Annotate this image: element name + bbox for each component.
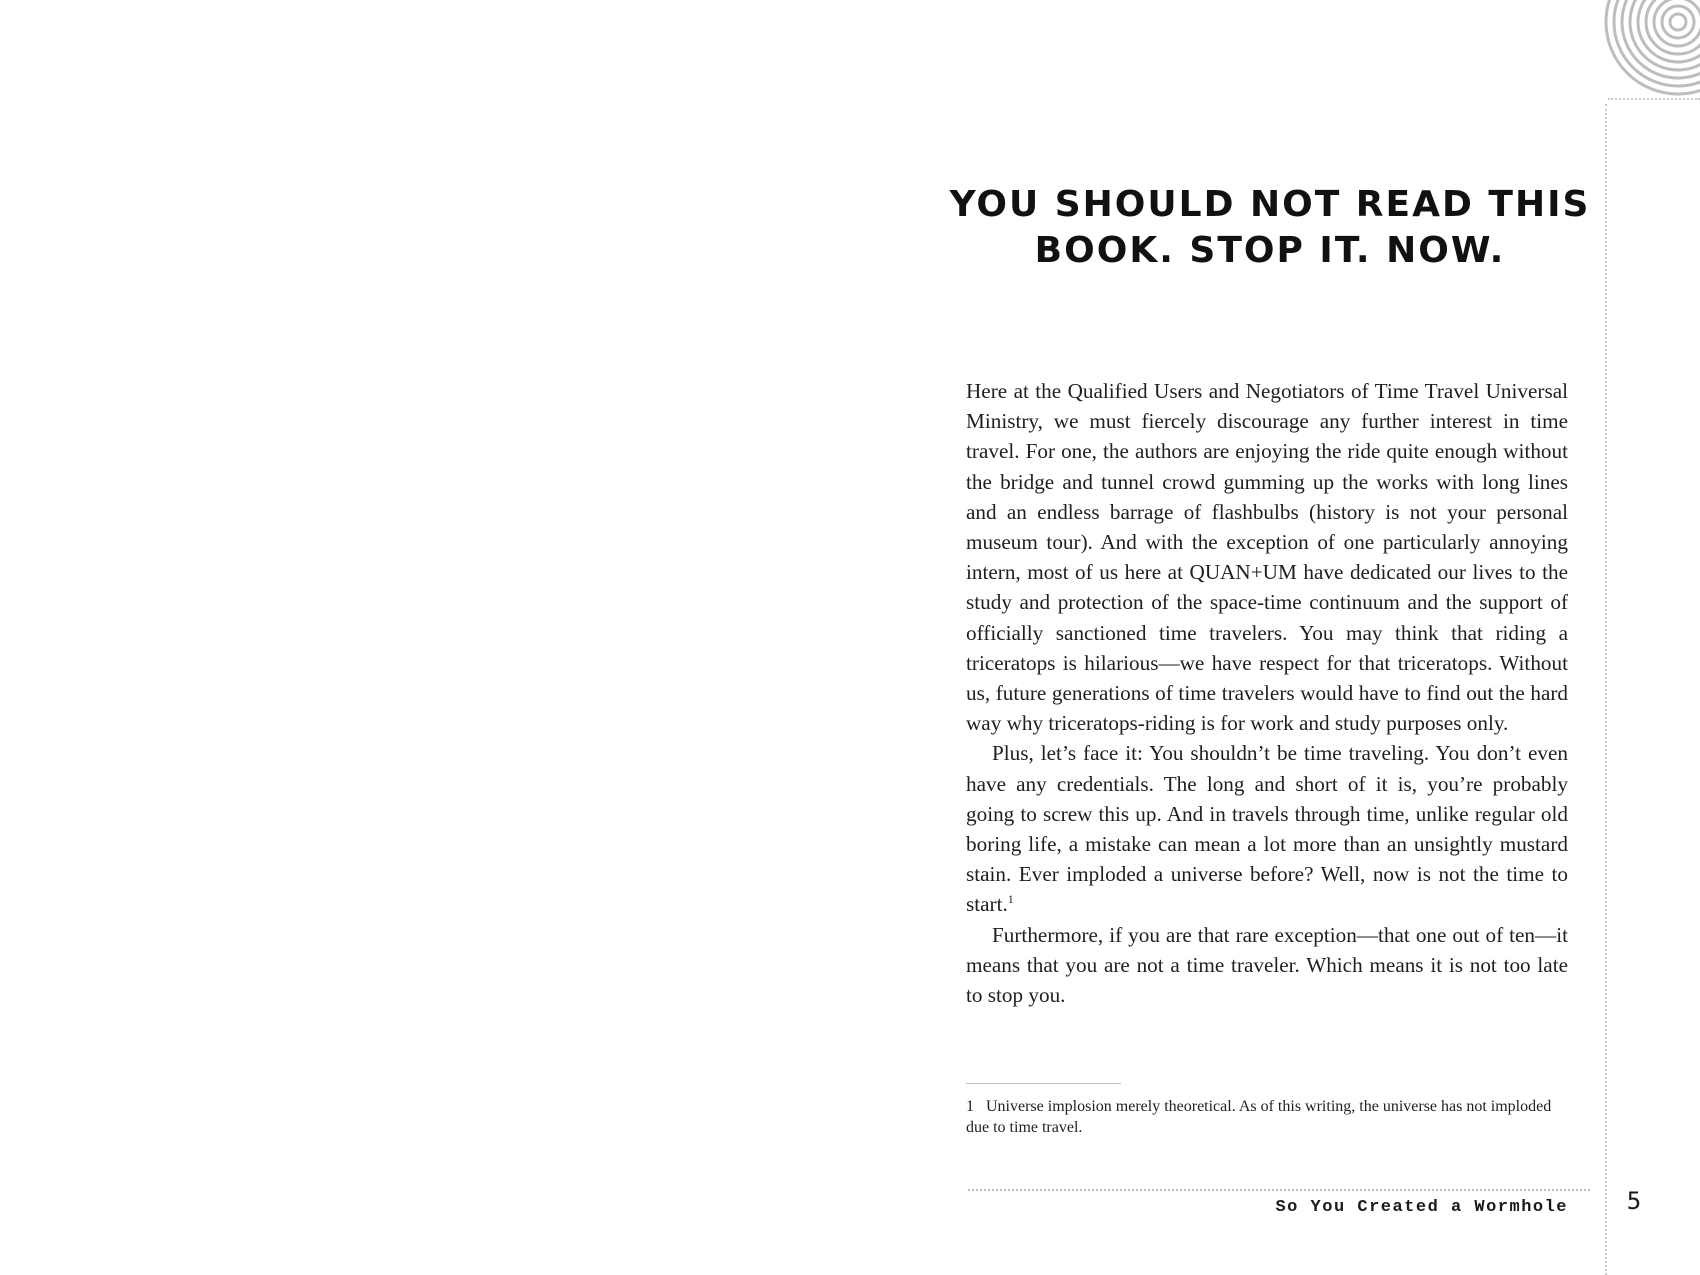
paragraph-2-text: Plus, let’s face it: You shouldn’t be time traveling. You don’t even have any credentials. The long and short of it is, you’re probably going to screw this up. And in travels through time, unlike regular old boring life, a mistake can mean a lot more than an unsightly mustard stain. Ever imploded a universe before? Well, now is not the time to start. xyxy=(966,741,1568,917)
footnote xyxy=(966,1096,1568,1138)
chapter-title-line-1: YOU SHOULD NOT READ THIS xyxy=(949,184,1591,225)
footnote-divider xyxy=(966,1083,1121,1084)
footer-dotted-rule xyxy=(968,1189,1590,1191)
footnote-reference: 1 xyxy=(1007,892,1014,907)
footnote-number: 1 xyxy=(966,1098,974,1115)
body-text xyxy=(966,376,1568,1010)
footnote-text: Universe implosion merely theoretical. As of this writing, the universe has not imploded due to time travel. xyxy=(966,1098,1552,1136)
chapter-title-line-2: BOOK. STOP IT. NOW. xyxy=(1034,230,1506,271)
chapter-title xyxy=(930,182,1610,274)
paragraph-3: Furthermore, if you are that rare exception—that one out of ten—it means that you are not a time traveler. Which means it is not too late to stop you. xyxy=(966,922,1568,1008)
corner-dotted-rule xyxy=(1608,98,1700,100)
edge-dotted-rule xyxy=(1605,104,1607,1275)
spiral-rings-icon xyxy=(1600,0,1700,100)
running-footer: So You Created a Wormhole xyxy=(1275,1198,1568,1217)
page-number: 5 xyxy=(1626,1187,1642,1215)
paragraph-1: Here at the Qualified Users and Negotiators of Time Travel Universal Ministry, we must fiercely discourage any further interest in time travel. For one, the authors are enjoying the ride quite enough without the bridge and tunnel crowd gumming up the works with long lines and an endless barrage of flashbulbs (history is not your personal museum tour). And with the exception of one particularly annoying intern, most of us here at QUAN+UM have dedicated our lives to the study and protection of the space-time continuum and the support of officially sanctioned time travelers. You may think that riding a triceratops is hilarious—we have respect for that triceratops. Without us, future generations of time travelers would have to find out the hard way why triceratops-riding is for work and study purposes only. xyxy=(966,379,1568,736)
paragraph-2 xyxy=(966,738,1568,919)
